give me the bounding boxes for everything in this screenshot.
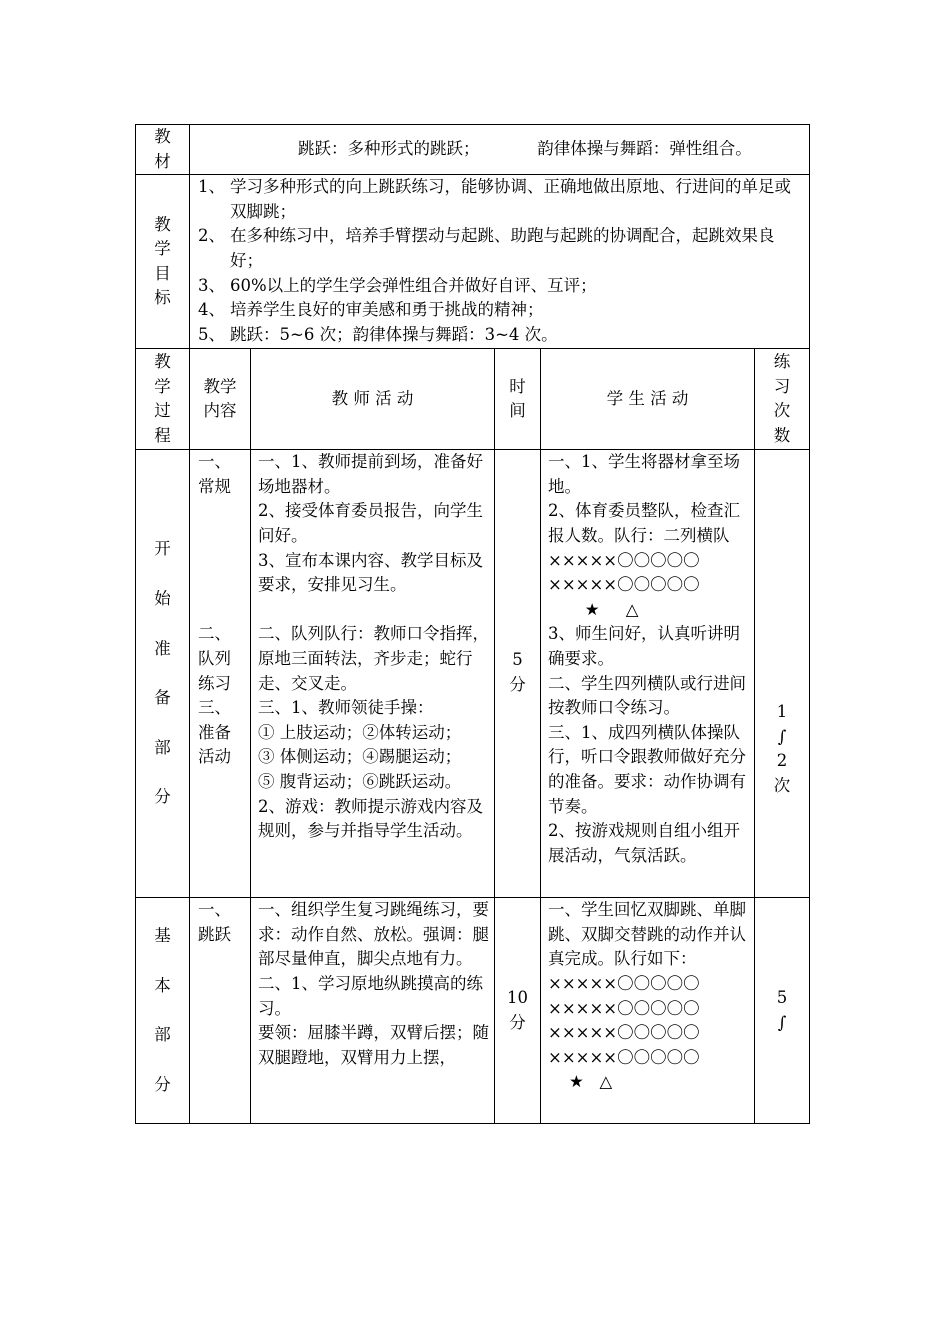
student-activity-text: 一、1、学生将器材拿至场地。 2、体育委员整队，检查汇报人数。队行：二列横队 xyxy=(548,452,740,545)
objectives-row xyxy=(136,175,810,349)
start-section-teacher-activity: 一、1、教师提前到场，准备好场地器材。 2、接受体育委员报告，向学生问好。 3、宣布本课内容、教学目标及要求，安排见习生。 二、队列队行：教师口令指挥，原地三面转法，齐步走；蛇行走、交叉走。 三、1、教师领徒手操： ① 上肢运动；②体转运动； ③ 体侧运动；④踢腿运动； ⑤ 腹背运动；⑥跳跃运动。 2、游戏：教师提示游戏内容及规则，参与并指导学生活动。 xyxy=(251,450,495,898)
material-row xyxy=(136,125,810,175)
start-section-reps: 1 ∫ 2 次 xyxy=(755,450,810,898)
basic-section-label: 基 本 部 分 xyxy=(136,898,190,1124)
start-section-student-activity xyxy=(541,450,755,898)
header-teacher-activity: 教 师 活 动 xyxy=(251,349,495,450)
basic-section-time: 10 分 xyxy=(495,898,541,1124)
basic-section-reps: 5 ∫ xyxy=(755,898,810,1124)
header-time: 时 间 xyxy=(495,349,541,450)
objective-item: 1、 学习多种形式的向上跳跃练习，能够协调、正确地做出原地、行进间的单足或双脚跳； xyxy=(198,177,791,221)
formation-diagram: ×××××〇〇〇〇〇 ×××××〇〇〇〇〇 ★ △ xyxy=(548,550,700,619)
lesson-plan-table xyxy=(135,124,810,1124)
objective-item: 2、 在多种练习中，培养手臂摆动与起跳、助跑与起跳的协调配合，起跳效果良好； xyxy=(198,226,775,270)
material-text: 跳跃：多种形式的跳跃； 韵律体操与舞蹈：弹性组合。 xyxy=(190,125,810,175)
formation-diagram: ×××××〇〇〇〇〇 ×××××〇〇〇〇〇 ×××××〇〇〇〇〇 ×××××〇〇〇〇〇 ★ △ xyxy=(548,973,700,1092)
objectives-list xyxy=(190,175,810,349)
header-reps: 练 习 次 数 xyxy=(755,349,810,450)
basic-section-student-activity xyxy=(541,898,755,1124)
student-activity-text: 一、学生回忆双脚跳、单脚跳、双脚交替跳的动作并认真完成。队行如下： xyxy=(548,900,746,969)
objective-item: 4、 培养学生良好的审美感和勇于挑战的精神； xyxy=(198,300,544,320)
objective-item: 5、 跳跃：5~6 次；韵律体操与舞蹈：3~4 次。 xyxy=(198,324,558,344)
objective-item: 3、 60%以上的学生学会弹性组合并做好自评、互评； xyxy=(198,275,597,295)
objectives-label: 教 学 目 标 xyxy=(136,175,190,349)
basic-section-teacher-activity: 一、组织学生复习跳绳练习，要求：动作自然、放松。强调：腿部尽量伸直，脚尖点地有力。 二、1、学习原地纵跳摸高的练习。 要领：屈膝半蹲，双臂后摆；随双腿蹬地，双臂用力上摆， xyxy=(251,898,495,1124)
student-activity-text: 3、师生问好，认真听讲明确要求。 二、学生四列横队或行进间按教师口令练习。 三、1、成四列横队体操队行，听口令跟教师做好充分的准备。要求：动作协调有节奏。 2、按游戏规则自组小组开展活动，气氛活跃。 xyxy=(548,624,746,865)
start-section-content: 一、 常规 二、 队列 练习 三、 准备 活动 xyxy=(190,450,251,898)
basic-section-content: 一、 跳跃 xyxy=(190,898,251,1124)
material-label: 教 材 xyxy=(136,125,190,175)
start-section-label: 开 始 准 备 部 分 xyxy=(136,450,190,898)
basic-section-row xyxy=(136,898,810,1124)
header-content: 教学 内容 xyxy=(190,349,251,450)
process-header-row xyxy=(136,349,810,450)
start-section-time: 5 分 xyxy=(495,450,541,898)
start-section-row xyxy=(136,450,810,898)
header-student-activity: 学 生 活 动 xyxy=(541,349,755,450)
header-process: 教 学 过 程 xyxy=(136,349,190,450)
